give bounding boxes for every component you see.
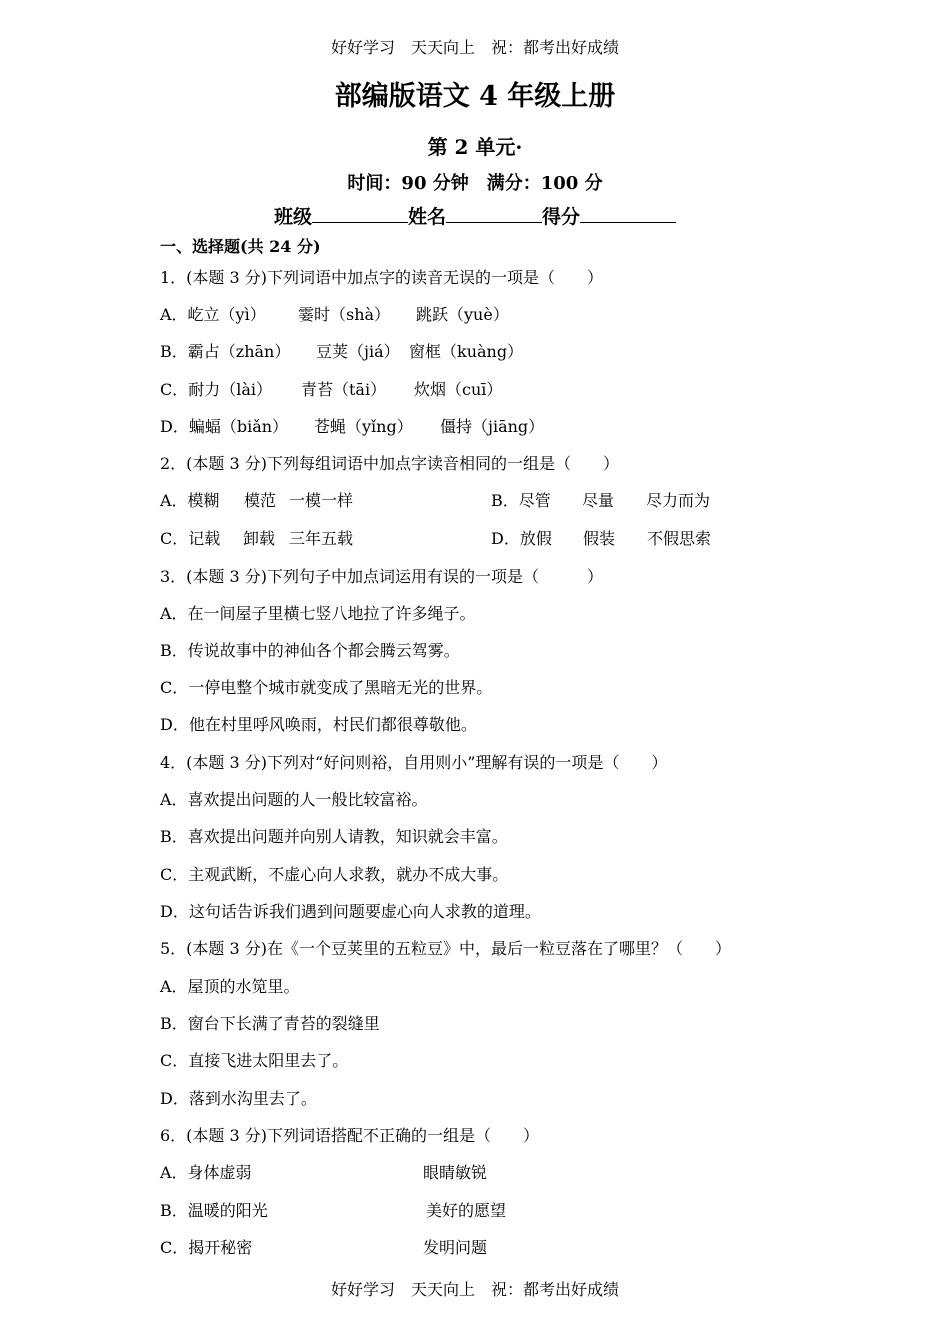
- q6-option-b-2: 美好的愿望: [426, 1201, 507, 1220]
- time-score-line: 时间：90 分钟 满分：100 分: [347, 173, 603, 194]
- q1-option-d-2: 苍蝇（yǐng）: [314, 417, 413, 436]
- name-blank[interactable]: [446, 202, 542, 223]
- q2-option-a-2: 模范: [244, 491, 277, 510]
- q1-option-a-1: A．屹立（yì）: [160, 305, 266, 324]
- q2-option-d-2: 假装: [583, 529, 616, 548]
- q1-option-b-3: 窗框（kuàng）: [409, 342, 524, 361]
- q6-option-a-2: 眼睛敏锐: [423, 1163, 488, 1182]
- score-blank[interactable]: [580, 202, 676, 223]
- question-2-stem: 2．(本题 3 分)下列每组词语中加点字读音相同的一组是（ ）: [160, 454, 620, 473]
- q2-option-b-3: 尽力而为: [646, 491, 711, 510]
- q6-option-b-1: B．温暖的阳光: [160, 1201, 268, 1220]
- question-6-stem: 6．(本题 3 分)下列词语搭配不正确的一组是（ ）: [160, 1126, 540, 1145]
- section-heading: 一、选择题(共 24 分): [160, 237, 321, 256]
- q2-option-d-1: D．放假: [491, 529, 552, 548]
- q2-option-d-3: 不假思索: [647, 529, 712, 548]
- q2-option-b-2: 尽量: [582, 491, 615, 510]
- q1-option-c-3: 炊烟（cuī）: [414, 380, 503, 399]
- unit-label: 第 2 单元·: [427, 135, 523, 159]
- q5-option-b: B．窗台下长满了青苔的裂缝里: [160, 1014, 380, 1033]
- q1-option-b-2: 豆荚（jiá）: [316, 342, 400, 361]
- page-header: 好好学习 天天向上 祝：都考出好成绩: [330, 38, 619, 57]
- q2-option-c-1: C．记载: [160, 529, 221, 548]
- q3-option-d: D．他在村里呼风唤雨，村民们都很尊敬他。: [160, 715, 477, 734]
- q1-option-d-1: D．蝙蝠（biǎn）: [160, 417, 289, 436]
- q2-option-a-3: 一模一样: [289, 491, 354, 510]
- page-footer: 好好学习 天天向上 祝：都考出好成绩: [330, 1280, 619, 1299]
- name-label: 姓名: [407, 206, 446, 228]
- q4-option-a: A．喜欢提出问题的人一般比较富裕。: [160, 790, 428, 809]
- q6-option-c-2: 发明问题: [423, 1238, 488, 1257]
- q6-option-a-1: A．身体虚弱: [160, 1163, 252, 1182]
- document-title: 部编版语文 4 年级上册: [334, 81, 616, 112]
- q4-option-b: B．喜欢提出问题并向别人请教，知识就会丰富。: [160, 827, 508, 846]
- q3-option-b: B．传说故事中的神仙各个都会腾云驾雾。: [160, 641, 460, 660]
- question-1-stem: 1．(本题 3 分)下列词语中加点字的读音无误的一项是（ ）: [160, 268, 604, 287]
- student-info-fields: [0, 202, 950, 230]
- q3-option-a: A．在一间屋子里横七竖八地拉了许多绳子。: [160, 604, 476, 623]
- q6-option-c-1: C．揭开秘密: [160, 1238, 253, 1257]
- q2-option-b-1: B．尽管: [491, 491, 551, 510]
- q1-option-c-1: C．耐力（lài）: [160, 380, 273, 399]
- q1-option-a-3: 跳跃（yuè）: [416, 305, 509, 324]
- q1-option-c-2: 青苔（tāi）: [301, 380, 387, 399]
- q1-option-d-3: 僵持（jiāng）: [440, 417, 545, 436]
- class-label: 班级: [273, 206, 312, 228]
- q4-option-d: D．这句话告诉我们遇到问题要虚心向人求教的道理。: [160, 902, 541, 921]
- q3-option-c: C．一停电整个城市就变成了黑暗无光的世界。: [160, 678, 493, 697]
- question-4-stem: 4．(本题 3 分)下列对“好问则裕，自用则小”理解有误的一项是（ ）: [160, 753, 668, 772]
- q5-option-d: D．落到水沟里去了。: [160, 1089, 317, 1108]
- q1-option-a-2: 霎时（shà）: [298, 305, 391, 324]
- q5-option-c: C．直接飞进太阳里去了。: [160, 1051, 349, 1070]
- question-5-stem: 5．(本题 3 分)在《一个豆荚里的五粒豆》中，最后一粒豆落在了哪里？（ ）: [160, 939, 732, 958]
- q2-option-a-1: A．模糊: [160, 491, 220, 510]
- q5-option-a: A．屋顶的水笕里。: [160, 977, 300, 996]
- q2-option-c-3: 三年五载: [289, 529, 354, 548]
- score-label: 得分: [542, 206, 581, 228]
- question-3-stem: 3．(本题 3 分)下列句子中加点词运用有误的一项是（ ）: [160, 567, 604, 586]
- q1-option-b-1: B．霸占（zhān）: [160, 342, 291, 361]
- class-blank[interactable]: [312, 202, 408, 223]
- q2-option-c-2: 卸载: [243, 529, 276, 548]
- q4-option-c: C．主观武断，不虚心向人求教，就办不成大事。: [160, 865, 509, 884]
